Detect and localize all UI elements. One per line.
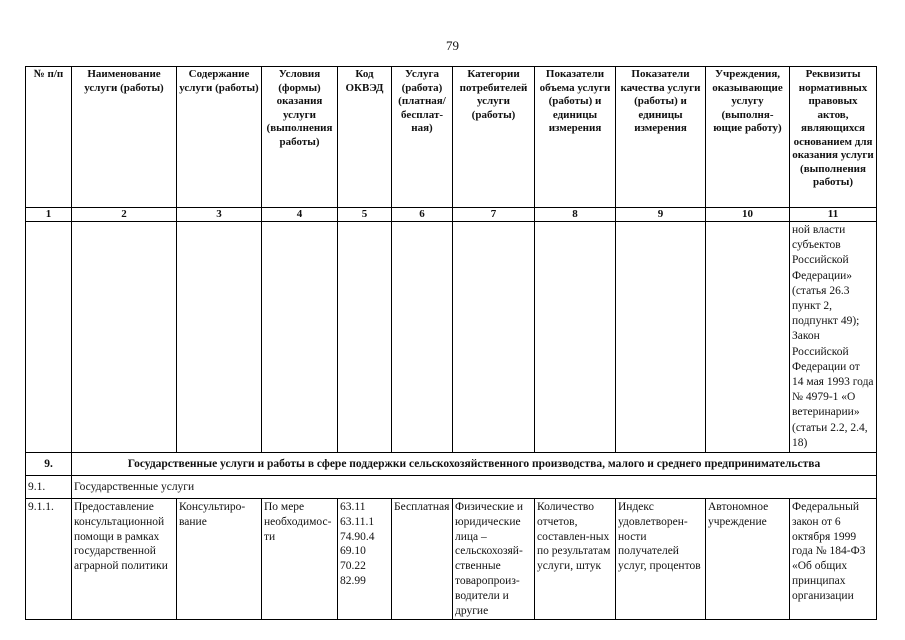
- quality-indicators: Индекс удовлетворен-ности получателей услуг, процентов: [616, 499, 706, 620]
- services-table: [25, 66, 877, 620]
- row-number: 9.1.1.: [26, 499, 72, 620]
- header-cell: Наименование услуги (работы): [72, 67, 177, 208]
- header-cell: Показатели объема услуги (работы) и единицы измерения: [535, 67, 616, 208]
- header-cell: Код ОКВЭД: [338, 67, 392, 208]
- header-cell: Услуга (работа) (платная/ бесплат-ная): [392, 67, 453, 208]
- service-content: Консультиро-вание: [177, 499, 262, 620]
- empty-cell: [706, 222, 790, 453]
- continuation-row: [26, 222, 877, 453]
- section-number: 9.: [26, 453, 72, 476]
- empty-cell: [177, 222, 262, 453]
- okved-code: 63.11 63.11.1 74.90.4 69.10 70.22 82.99: [338, 499, 392, 620]
- header-cell: Реквизиты нормативных правовых актов, являющихся основанием для оказания услуги (выполнения работы): [790, 67, 877, 208]
- header-row: [26, 67, 877, 208]
- column-number: 6: [392, 208, 453, 222]
- column-number: 3: [177, 208, 262, 222]
- header-cell: Учреждения, оказывающие услугу (выполня-ющие работу): [706, 67, 790, 208]
- legal-acts: Федеральный закон от 6 октября 1999 года № 184-ФЗ «Об общих принципах организации: [790, 499, 877, 620]
- consumer-categories: Физические и юридические лица – сельскохозяй-ственные товаропроиз-водители и другие: [453, 499, 535, 620]
- column-number: 2: [72, 208, 177, 222]
- column-number-row: [26, 208, 877, 222]
- header-cell: № п/п: [26, 67, 72, 208]
- column-number: 8: [535, 208, 616, 222]
- table-row: [26, 499, 877, 620]
- column-number: 5: [338, 208, 392, 222]
- column-number: 4: [262, 208, 338, 222]
- page-number: 79: [446, 38, 459, 53]
- empty-cell: [616, 222, 706, 453]
- header-cell: Содержание услуги (работы): [177, 67, 262, 208]
- subsection-number: 9.1.: [26, 476, 72, 499]
- section-title: Государственные услуги и работы в сфере поддержки сельскохозяйственного производства, малого и среднего предпринимательства: [72, 453, 877, 476]
- empty-cell: [26, 222, 72, 453]
- column-number: 9: [616, 208, 706, 222]
- column-number: 11: [790, 208, 877, 222]
- empty-cell: [453, 222, 535, 453]
- column-number: 10: [706, 208, 790, 222]
- empty-cell: [72, 222, 177, 453]
- column-number: 1: [26, 208, 72, 222]
- service-conditions: По мере необходимос-ти: [262, 499, 338, 620]
- empty-cell: [338, 222, 392, 453]
- section-row: [26, 453, 877, 476]
- column-number: 7: [453, 208, 535, 222]
- volume-indicators: Количество отчетов, составлен-ных по результатам услуги, штук: [535, 499, 616, 620]
- empty-cell: [392, 222, 453, 453]
- institution: Автономное учреждение: [706, 499, 790, 620]
- subsection-title: Государственные услуги: [72, 476, 877, 499]
- empty-cell: [262, 222, 338, 453]
- header-cell: Условия (формы) оказания услуги (выполнения работы): [262, 67, 338, 208]
- legal-acts-continuation: ной власти субъектов Российской Федерации» (статья 26.3 пункт 2, подпункт 49); Закон Российской Федерации от 14 мая 1993 года № 4979-1 «О ветеринарии» (статьи 2.2, 2.4, 18): [790, 222, 877, 453]
- header-cell: Категории потребителей услуги (работы): [453, 67, 535, 208]
- paid-status: Бесплатная: [392, 499, 453, 620]
- empty-cell: [535, 222, 616, 453]
- subsection-row: [26, 476, 877, 499]
- header-cell: Показатели качества услуги (работы) и единицы измерения: [616, 67, 706, 208]
- service-name: Предоставление консультационной помощи в рамках государственной аграрной политики: [72, 499, 177, 620]
